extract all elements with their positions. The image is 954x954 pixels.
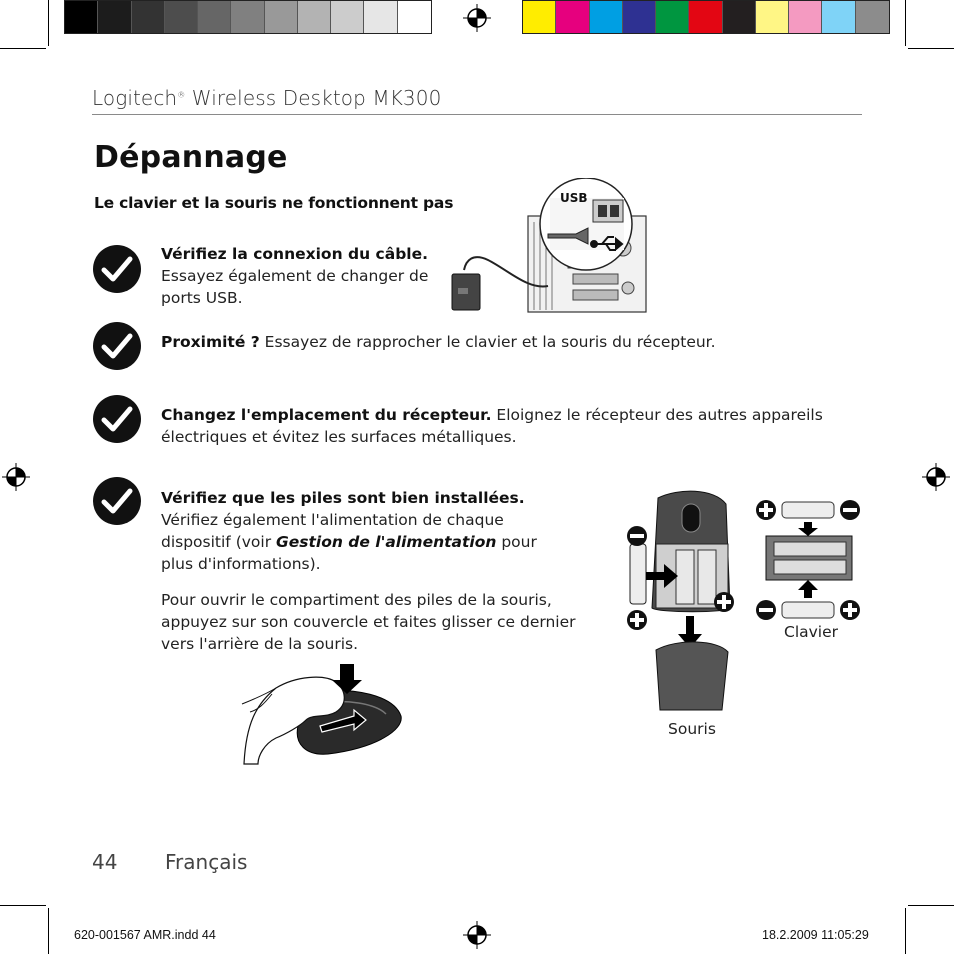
section-subtitle: Le clavier et la souris ne fonctionnent pas bbox=[94, 194, 454, 212]
file-slug: 620-001567 AMR.indd 44 bbox=[74, 928, 216, 942]
crop-mark-bottom-left-v bbox=[48, 908, 49, 954]
mouse-battery-illustration bbox=[618, 488, 742, 718]
plus-icon bbox=[714, 592, 734, 612]
step-text-line: appuyez sur son couvercle et faites glisser ce dernier bbox=[161, 613, 576, 631]
step-text-line: plus d'informations). bbox=[161, 555, 321, 573]
crop-mark-bottom-right-h bbox=[908, 905, 954, 906]
color-swatch bbox=[556, 1, 589, 33]
color-swatch bbox=[265, 1, 298, 33]
crop-mark-bottom-left-h bbox=[0, 905, 46, 906]
step-receiver-location bbox=[161, 404, 861, 448]
plus-icon bbox=[627, 610, 647, 630]
color-swatch bbox=[856, 1, 889, 33]
step-heading: Proximité ? bbox=[161, 333, 260, 351]
step-heading: Vérifiez la connexion du câble. bbox=[161, 245, 428, 263]
keyboard-battery-illustration bbox=[752, 494, 864, 624]
color-swatch bbox=[98, 1, 131, 33]
color-swatch bbox=[723, 1, 756, 33]
step-text: Essayez de rapprocher le clavier et la souris du récepteur. bbox=[259, 333, 716, 351]
minus-icon bbox=[756, 600, 776, 620]
color-swatch bbox=[756, 1, 789, 33]
cross-reference: Gestion de l'alimentation bbox=[276, 533, 497, 551]
color-swatch bbox=[523, 1, 556, 33]
step-heading: Vérifiez que les piles sont bien installées. bbox=[161, 489, 525, 507]
color-swatch bbox=[398, 1, 431, 33]
checkmark-icon bbox=[92, 244, 142, 294]
registration-mark-icon bbox=[463, 4, 491, 32]
running-header bbox=[92, 86, 441, 110]
step-text-line: ports USB. bbox=[161, 289, 243, 307]
checkmark-icon bbox=[92, 394, 142, 444]
registration-mark-icon bbox=[2, 463, 30, 491]
crop-mark-top-right-h bbox=[908, 48, 954, 49]
step-text: dispositif (voir bbox=[161, 533, 277, 551]
color-swatch bbox=[822, 1, 855, 33]
grayscale-color-bar bbox=[64, 0, 432, 34]
product-name: Wireless Desktop MK300 bbox=[185, 86, 442, 110]
minus-icon bbox=[840, 500, 860, 520]
color-swatch bbox=[231, 1, 264, 33]
plus-icon bbox=[756, 500, 776, 520]
color-swatch bbox=[789, 1, 822, 33]
color-swatch bbox=[165, 1, 198, 33]
color-swatch bbox=[623, 1, 656, 33]
color-swatch bbox=[364, 1, 397, 33]
crop-mark-top-right-v bbox=[905, 0, 906, 46]
minus-icon bbox=[627, 526, 647, 546]
caption-keyboard: Clavier bbox=[784, 623, 839, 641]
step-batteries bbox=[161, 487, 581, 655]
usb-port-label: USB bbox=[560, 191, 588, 205]
crop-mark-top-left-v bbox=[48, 0, 49, 46]
color-swatch bbox=[590, 1, 623, 33]
process-color-bar bbox=[522, 0, 890, 34]
page-number: 44 bbox=[92, 850, 118, 874]
step-text-line: vers l'arrière de la souris. bbox=[161, 635, 359, 653]
page-title: Dépannage bbox=[94, 140, 288, 175]
mouse-cover-illustration bbox=[236, 664, 408, 768]
usb-receiver-illustration bbox=[448, 178, 648, 313]
print-timestamp: 18.2.2009 11:05:29 bbox=[762, 928, 869, 942]
step-proximity bbox=[161, 331, 861, 353]
arrow-down-icon bbox=[798, 522, 818, 536]
registered-mark: ® bbox=[177, 90, 186, 100]
registration-mark-icon bbox=[463, 921, 491, 949]
color-swatch bbox=[298, 1, 331, 33]
registration-mark-icon bbox=[922, 463, 950, 491]
footer-language: Français bbox=[165, 850, 248, 874]
checkmark-icon bbox=[92, 321, 142, 371]
color-swatch bbox=[132, 1, 165, 33]
brand-name: Logitech bbox=[92, 86, 178, 110]
color-swatch bbox=[689, 1, 722, 33]
step-text-line: Essayez également de changer de bbox=[161, 267, 429, 285]
plus-icon bbox=[840, 600, 860, 620]
checkmark-icon bbox=[92, 476, 142, 526]
color-swatch bbox=[656, 1, 689, 33]
step-text-line: Vérifiez également l'alimentation de chaque bbox=[161, 511, 504, 529]
step-text-line: électriques et évitez les surfaces métalliques. bbox=[161, 428, 517, 446]
color-swatch bbox=[198, 1, 231, 33]
step-text: pour bbox=[496, 533, 537, 551]
color-swatch bbox=[331, 1, 364, 33]
crop-mark-top-left-h bbox=[0, 48, 46, 49]
step-heading: Changez l'emplacement du récepteur. bbox=[161, 406, 492, 424]
caption-mouse: Souris bbox=[668, 720, 716, 738]
color-swatch bbox=[65, 1, 98, 33]
step-text: Eloignez le récepteur des autres appareils bbox=[491, 406, 823, 424]
arrow-up-icon bbox=[798, 580, 818, 598]
header-divider bbox=[92, 114, 862, 115]
step-cable-connection bbox=[161, 243, 441, 309]
crop-mark-bottom-right-v bbox=[905, 908, 906, 954]
step-text-line: Pour ouvrir le compartiment des piles de la souris, bbox=[161, 591, 552, 609]
